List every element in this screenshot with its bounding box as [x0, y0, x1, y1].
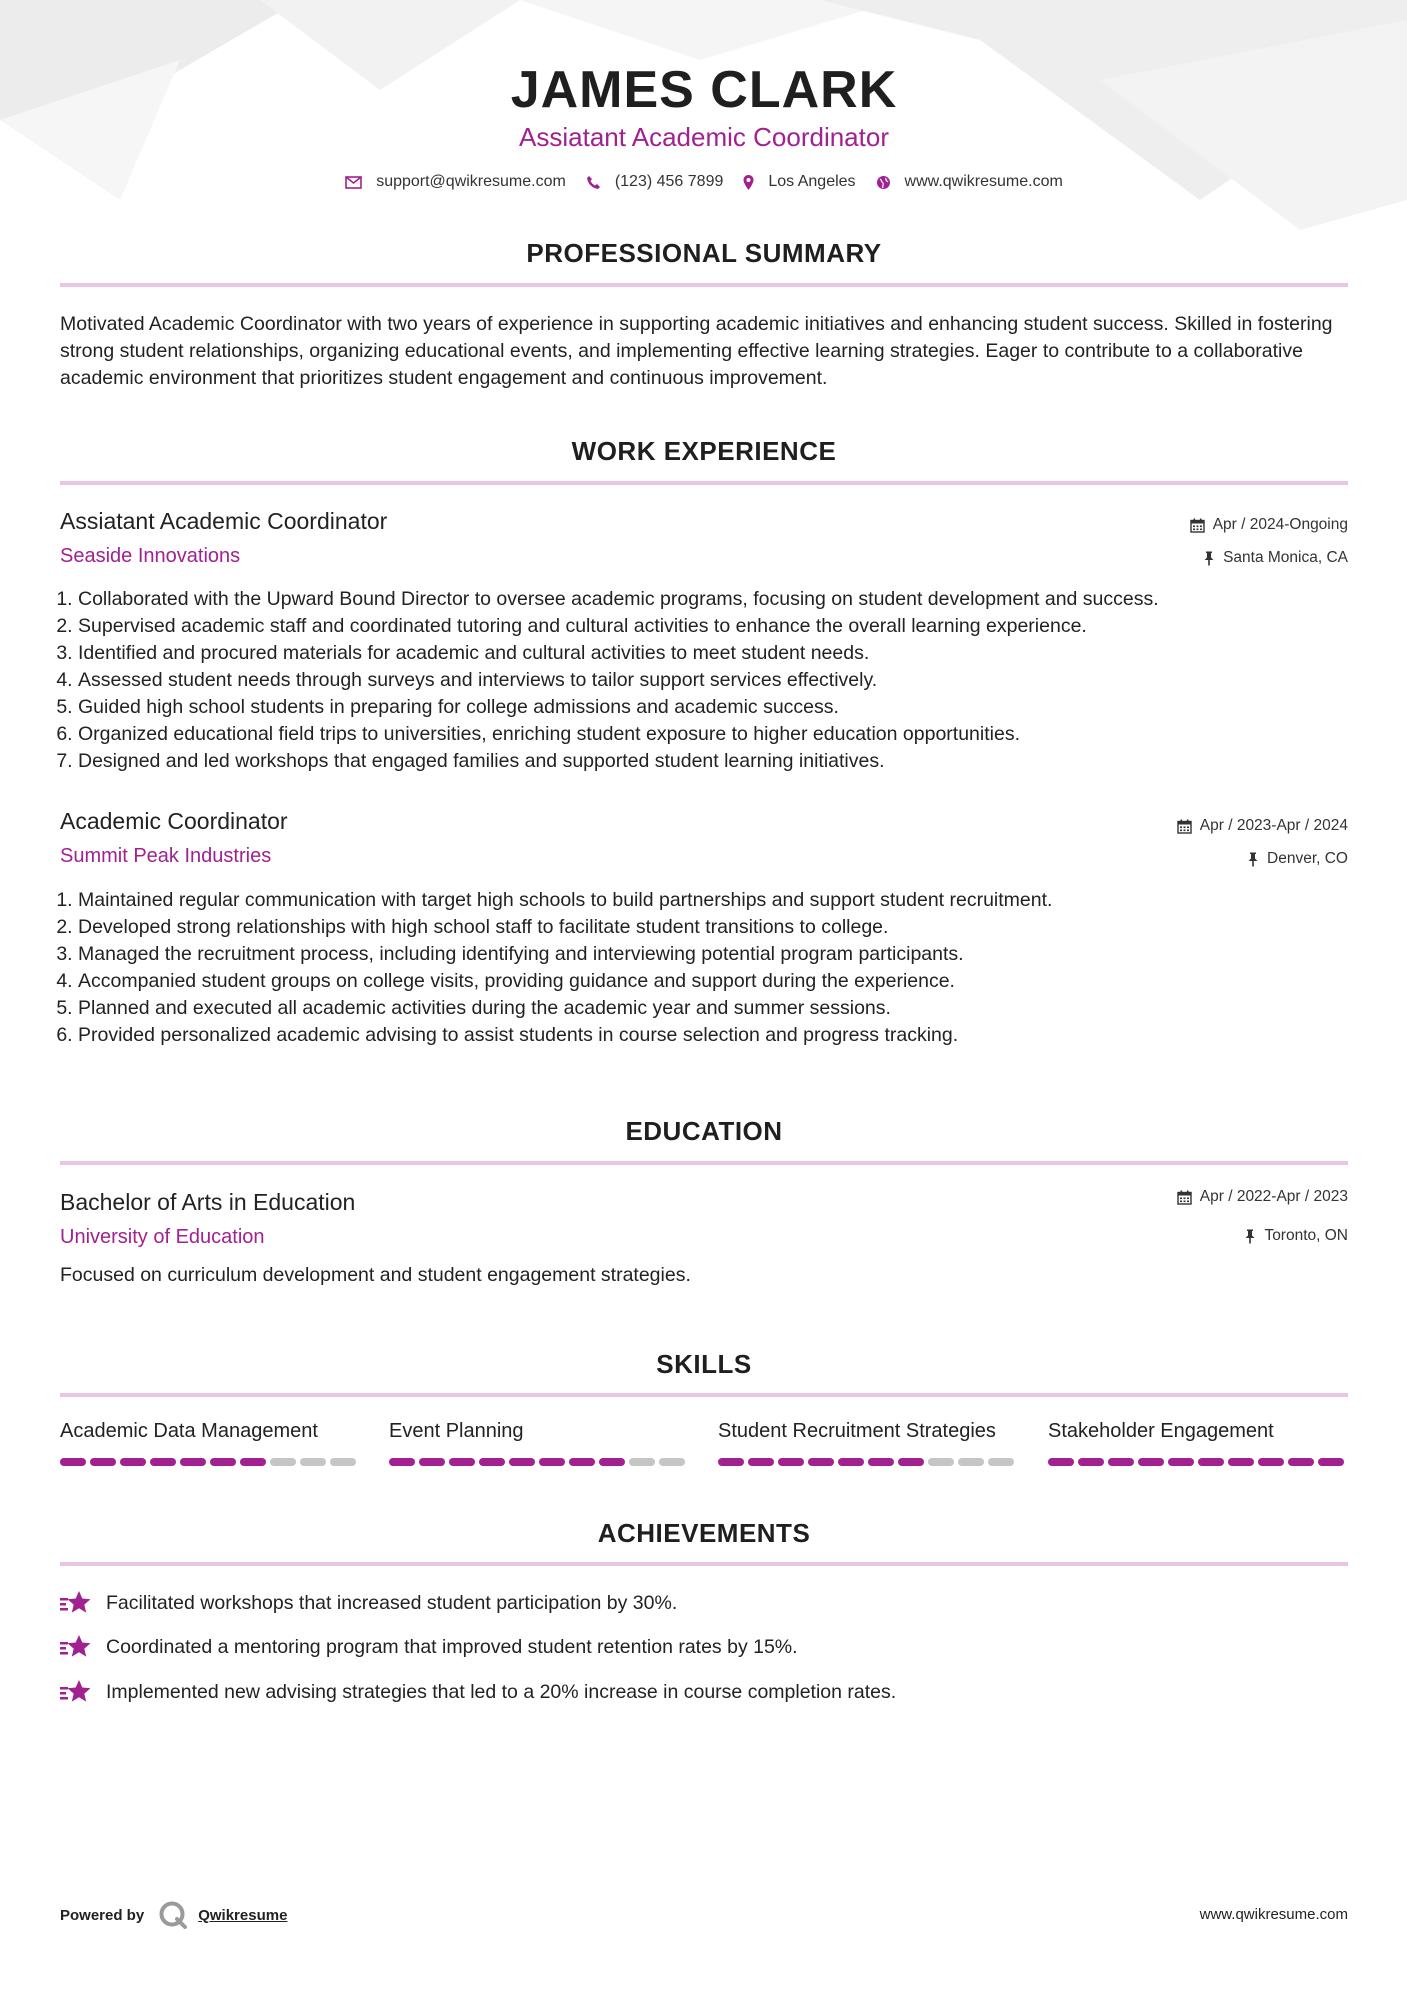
powered-by-label: Powered by	[60, 1906, 145, 1924]
skill-name: Stakeholder Engagement	[1048, 1420, 1274, 1442]
email-text: support@qwikresume.com	[376, 173, 566, 190]
job-title: Academic Coordinator	[60, 808, 288, 834]
duty-item: 4. Accompanied student groups on college visits, providing guidance and support during the experience.	[78, 968, 1348, 995]
duty-item: 6. Organized educational field trips to universities, enriching student exposure to higher education opportunities.	[78, 721, 1348, 748]
skill-segment-filled	[1048, 1458, 1074, 1466]
summary-heading: PROFESSIONAL SUMMARY	[526, 238, 882, 268]
skill-item	[718, 1420, 1018, 1466]
calendar-icon	[1177, 1190, 1192, 1205]
skill-segment-filled	[449, 1458, 475, 1466]
brand-link[interactable]: Qwikresume	[198, 1906, 288, 1924]
education-dates	[1177, 1188, 1348, 1206]
company-name: Summit Peak Industries	[60, 845, 272, 867]
duty-item: 2. Supervised academic staff and coordinated tutoring and cultural activities to enhance the overall learning experience.	[78, 613, 1348, 640]
skill-segment-filled	[419, 1458, 445, 1466]
skill-item	[389, 1420, 689, 1466]
education-location-text: Toronto, ON	[1264, 1227, 1348, 1244]
achievement-text: Implemented new advising strategies that led to a 20% increase in course completion rates.	[106, 1680, 897, 1703]
summary-text: Motivated Academic Coordinator with two years of experience in supporting academic initiatives and enhancing student success. Skilled in fostering strong student relationships, organizing educational events, and implementing effective learning strategies. Eager to contribute to a collaborative academic environment that prioritizes student engagement and continuous improvement.	[60, 313, 1333, 389]
skill-segment-empty	[330, 1458, 356, 1466]
skills-heading: SKILLS	[656, 1349, 752, 1379]
duty-item: 7. Designed and led workshops that engaged families and supported student learning initiatives.	[78, 748, 1348, 775]
skill-segment-filled	[1288, 1458, 1314, 1466]
contact-email[interactable]	[345, 173, 566, 191]
skill-segment-empty	[270, 1458, 296, 1466]
star-icon	[60, 1634, 92, 1660]
skill-segment-filled	[90, 1458, 116, 1466]
skill-segment-filled	[1108, 1458, 1134, 1466]
company-name: Seaside Innovations	[60, 545, 241, 567]
skill-level-bar	[1048, 1458, 1348, 1466]
achievement-item	[60, 1634, 798, 1660]
skill-segment-empty	[659, 1458, 685, 1466]
skill-segment-empty	[629, 1458, 655, 1466]
duty-item: 5. Planned and executed all academic activities during the academic year and summer sessions.	[78, 995, 1348, 1022]
skill-segment-filled	[150, 1458, 176, 1466]
envelope-icon	[345, 176, 362, 189]
skill-segment-empty	[988, 1458, 1014, 1466]
skill-segment-filled	[748, 1458, 774, 1466]
education-description: Focused on curriculum development and student engagement strategies.	[60, 1264, 691, 1286]
achievements-heading: ACHIEVEMENTS	[597, 1518, 811, 1548]
candidate-role: Assiatant Academic Coordinator	[519, 122, 889, 152]
contact-phone[interactable]	[586, 173, 724, 191]
duty-item: 2. Developed strong relationships with high school staff to facilitate student transitions to college.	[78, 914, 1348, 941]
duty-item: 3. Identified and procured materials for academic and cultural activities to meet student needs.	[78, 640, 1348, 667]
skill-segment-filled	[539, 1458, 565, 1466]
pushpin-icon	[1244, 1229, 1256, 1244]
skill-name: Student Recruitment Strategies	[718, 1420, 996, 1442]
qwikresume-logo-icon	[158, 1900, 188, 1930]
job-dates-text: Apr / 2024-Ongoing	[1212, 516, 1348, 533]
skill-segment-filled	[1198, 1458, 1224, 1466]
skill-segment-empty	[300, 1458, 326, 1466]
skill-segment-filled	[120, 1458, 146, 1466]
job-location-text: Denver, CO	[1267, 850, 1348, 867]
skill-segment-filled	[838, 1458, 864, 1466]
duty-item: 6. Provided personalized academic advising to assist students in course selection and progress tracking.	[78, 1022, 1348, 1049]
education-dates-text: Apr / 2022-Apr / 2023	[1199, 1188, 1348, 1205]
achievement-item	[60, 1679, 896, 1705]
school-name: University of Education	[60, 1226, 265, 1248]
job-title: Assiatant Academic Coordinator	[60, 508, 388, 534]
skill-segment-filled	[1228, 1458, 1254, 1466]
skill-item	[60, 1420, 360, 1466]
contact-bar	[60, 173, 1348, 191]
job-duties-list	[60, 887, 1348, 1049]
achievement-item	[60, 1590, 677, 1616]
website-text: www.qwikresume.com	[904, 173, 1063, 190]
skill-segment-filled	[210, 1458, 236, 1466]
skill-name: Event Planning	[389, 1420, 524, 1442]
work-heading: WORK EXPERIENCE	[571, 436, 837, 466]
education-location	[1244, 1227, 1348, 1245]
star-icon	[60, 1590, 92, 1616]
skill-level-bar	[60, 1458, 360, 1466]
skill-level-bar	[718, 1458, 1018, 1466]
skill-segment-empty	[928, 1458, 954, 1466]
skills-divider	[60, 1393, 1348, 1397]
skill-segment-filled	[389, 1458, 415, 1466]
skill-segment-filled	[240, 1458, 266, 1466]
duty-item: 4. Assessed student needs through surveys and interviews to tailor support services effectively.	[78, 667, 1348, 694]
duty-item: 3. Managed the recruitment process, including identifying and interviewing potential program participants.	[78, 941, 1348, 968]
skill-segment-filled	[1318, 1458, 1344, 1466]
skill-segment-filled	[569, 1458, 595, 1466]
education-heading: EDUCATION	[625, 1116, 783, 1146]
phone-text: (123) 456 7899	[614, 173, 724, 190]
achievement-text: Facilitated workshops that increased student participation by 30%.	[106, 1591, 678, 1614]
skill-segment-filled	[180, 1458, 206, 1466]
globe-icon	[876, 175, 891, 190]
job-dates-text: Apr / 2023-Apr / 2024	[1199, 817, 1348, 834]
candidate-name: JAMES CLARK	[510, 61, 898, 119]
skill-level-bar	[389, 1458, 689, 1466]
degree-title: Bachelor of Arts in Education	[60, 1189, 356, 1215]
duty-item: 1. Collaborated with the Upward Bound Director to oversee academic programs, focusing on student development and success.	[78, 586, 1348, 613]
skill-segment-filled	[509, 1458, 535, 1466]
skill-item	[1048, 1420, 1348, 1466]
map-pin-icon	[743, 175, 754, 190]
skill-segment-filled	[479, 1458, 505, 1466]
job-location	[1203, 549, 1348, 567]
skill-segment-filled	[60, 1458, 86, 1466]
calendar-icon	[1177, 819, 1192, 834]
duty-item: 5. Guided high school students in preparing for college admissions and academic success.	[78, 694, 1348, 721]
job-dates	[1190, 516, 1348, 534]
phone-icon	[586, 175, 601, 190]
skill-segment-filled	[1078, 1458, 1104, 1466]
work-divider	[60, 481, 1348, 485]
skill-name: Academic Data Management	[60, 1420, 318, 1442]
skill-segment-filled	[1258, 1458, 1284, 1466]
job-location-text: Santa Monica, CA	[1223, 549, 1348, 566]
footer-branding	[60, 1900, 287, 1930]
skill-segment-filled	[1138, 1458, 1164, 1466]
skill-segment-filled	[868, 1458, 894, 1466]
skill-segment-filled	[1168, 1458, 1194, 1466]
pushpin-icon	[1203, 551, 1215, 566]
skill-segment-filled	[898, 1458, 924, 1466]
location-text: Los Angeles	[768, 173, 856, 190]
education-divider	[60, 1161, 1348, 1165]
skill-segment-filled	[599, 1458, 625, 1466]
contact-website[interactable]	[876, 173, 1063, 191]
skill-segment-filled	[718, 1458, 744, 1466]
skill-segment-filled	[778, 1458, 804, 1466]
star-icon	[60, 1679, 92, 1705]
achievement-text: Coordinated a mentoring program that improved student retention rates by 15%.	[106, 1635, 798, 1658]
skill-segment-filled	[808, 1458, 834, 1466]
footer-website[interactable]: www.qwikresume.com	[1199, 1906, 1348, 1923]
job-duties-list	[60, 586, 1348, 775]
summary-divider	[60, 283, 1348, 287]
pushpin-icon	[1247, 852, 1259, 867]
job-dates	[1177, 817, 1348, 835]
contact-location	[743, 173, 855, 191]
skill-segment-empty	[958, 1458, 984, 1466]
duty-item: 1. Maintained regular communication with target high schools to build partnerships and support student recruitment.	[78, 887, 1348, 914]
job-location	[1247, 850, 1348, 868]
achievements-divider	[60, 1562, 1348, 1566]
calendar-icon	[1190, 518, 1205, 533]
